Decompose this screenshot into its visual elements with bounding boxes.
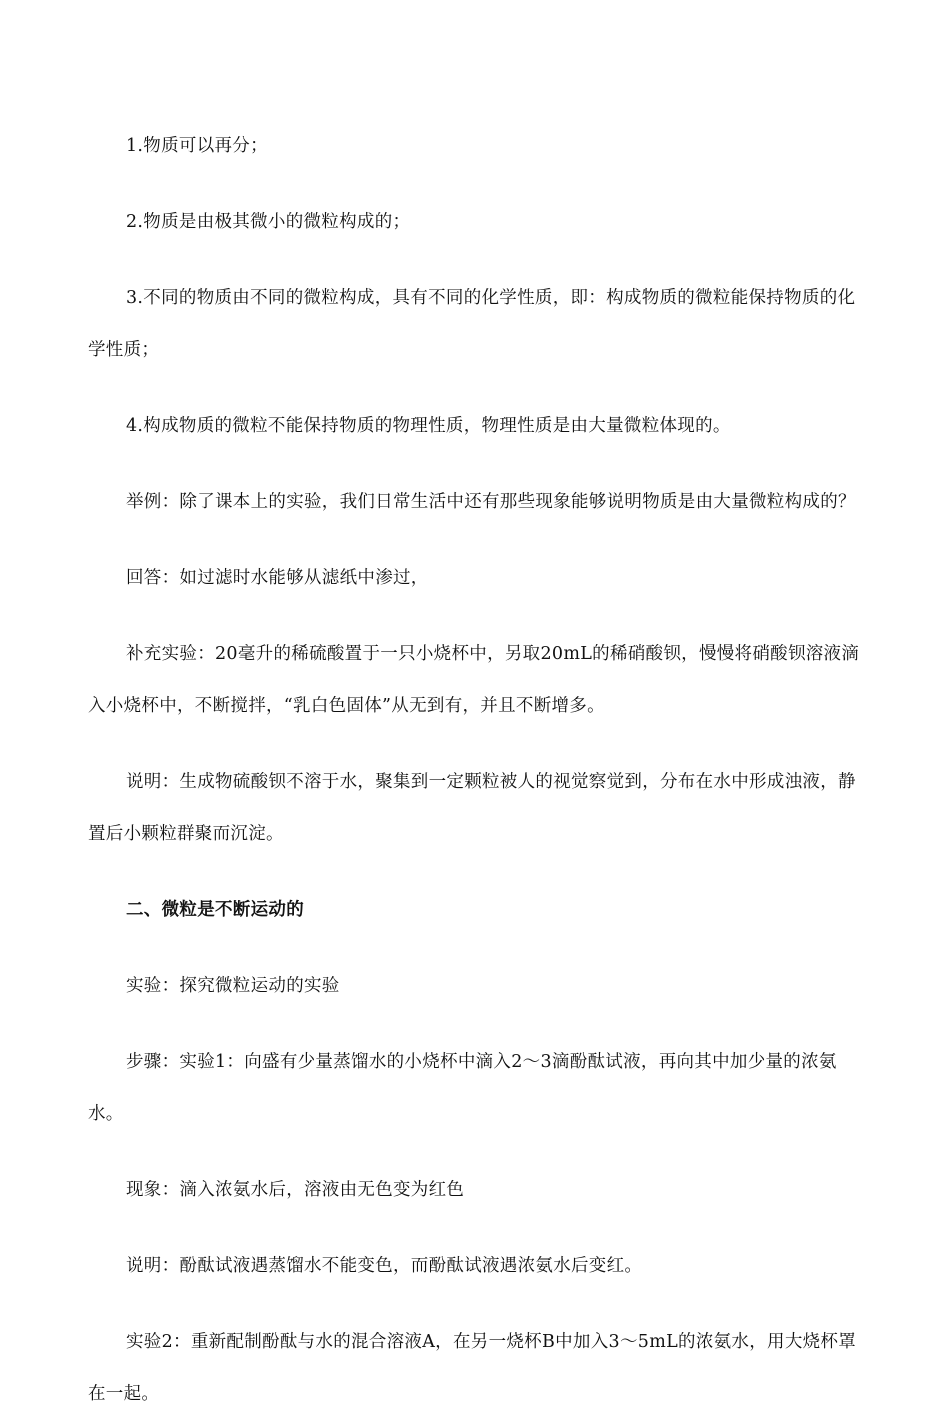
point-3: 3.不同的物质由不同的微粒构成，具有不同的化学性质，即：构成物质的微粒能保持物质的化学性质； xyxy=(88,288,856,360)
explanation-2: 说明：酚酞试液遇蒸馏水不能变色，而酚酞试液遇浓氨水后变红。 xyxy=(126,1256,643,1276)
explanation-1: 说明：生成物硫酸钡不溶于水，聚集到一定颗粒被人的视觉察觉到，分布在水中形成浊液，静置后小颗粒群聚而沉淀。 xyxy=(88,772,856,844)
experiment-1-steps: 步骤：实验1：向盛有少量蒸馏水的小烧杯中滴入2～3滴酚酞试液，再向其中加少量的浓氨水。 xyxy=(88,1052,837,1124)
document-page xyxy=(88,120,863,1420)
experiment-2: 实验2：重新配制酚酞与水的混合溶液A，在另一烧杯B中加入3～5mL的浓氨水，用大烧杯罩在一起。 xyxy=(88,1332,857,1404)
answer: 回答：如过滤时水能够从滤纸中渗过， xyxy=(126,568,429,588)
phenomenon: 现象：滴入浓氨水后，溶液由无色变为红色 xyxy=(126,1180,465,1200)
experiment-title: 实验：探究微粒运动的实验 xyxy=(126,976,340,996)
example-question: 举例：除了课本上的实验，我们日常生活中还有那些现象能够说明物质是由大量微粒构成的？ xyxy=(126,492,856,512)
section-heading: 二、微粒是不断运动的 xyxy=(126,900,304,920)
point-2: 2.物质是由极其微小的微粒构成的； xyxy=(126,212,411,232)
supplementary-experiment: 补充实验：20毫升的稀硫酸置于一只小烧杯中，另取20mL的稀硝酸钡，慢慢将硝酸钡溶液滴入小烧杯中，不断搅拌，“乳白色固体”从无到有，并且不断增多。 xyxy=(88,644,860,716)
point-4: 4.构成物质的微粒不能保持物质的物理性质，物理性质是由大量微粒体现的。 xyxy=(126,416,731,436)
point-1: 1.物质可以再分； xyxy=(126,136,268,156)
